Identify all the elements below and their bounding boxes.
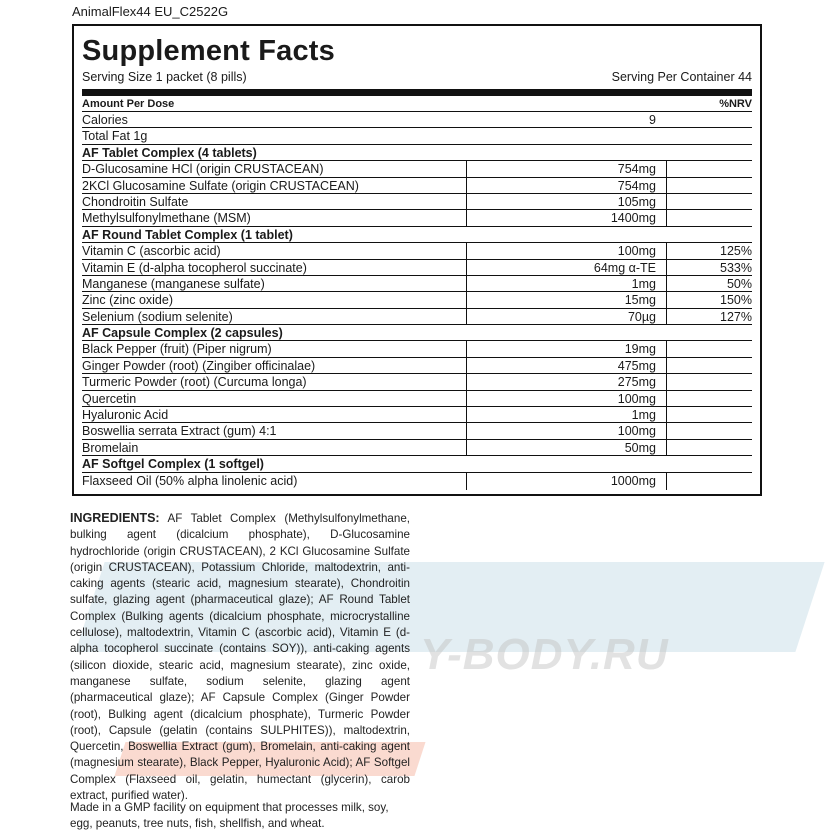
section-row xyxy=(82,227,752,243)
nutrient-amount: 70µg xyxy=(627,309,656,324)
nutrient-name: Turmeric Powder (root) (Curcuma longa) xyxy=(82,375,307,390)
section-heading: AF Capsule Complex (2 capsules) xyxy=(82,326,283,341)
section-heading: AF Tablet Complex (4 tablets) xyxy=(82,145,257,160)
nutrient-name: Chondroitin Sulfate xyxy=(82,194,189,209)
nutrient-row xyxy=(82,358,752,374)
nutrient-amount: 15mg xyxy=(624,293,656,308)
section-row xyxy=(82,145,752,161)
nutrient-row xyxy=(82,243,752,259)
column-divider xyxy=(466,242,467,259)
nutrient-amount: 50mg xyxy=(624,440,656,455)
nutrient-row xyxy=(82,112,752,128)
nutrient-amount: 9 xyxy=(649,113,656,127)
nutrient-row xyxy=(82,407,752,423)
nutrient-name: Zinc (zinc oxide) xyxy=(82,293,173,308)
section-row xyxy=(82,456,752,472)
serving-size: Serving Size 1 packet (8 pills) xyxy=(82,70,247,84)
nutrient-row xyxy=(82,473,752,489)
nutrient-amount: 105mg xyxy=(617,194,656,209)
column-divider xyxy=(666,390,667,407)
serving-info xyxy=(82,70,752,85)
nutrient-row xyxy=(82,374,752,390)
column-divider xyxy=(666,357,667,374)
nutrient-amount: 64mg α-TE xyxy=(593,260,656,275)
nutrient-nrv: 50% xyxy=(726,276,752,291)
nutrient-nrv: 125% xyxy=(720,244,752,259)
thick-divider xyxy=(82,89,752,96)
servings-per-container: Serving Per Container 44 xyxy=(611,70,752,84)
column-divider xyxy=(466,275,467,292)
nutrient-name: Quercetin xyxy=(82,391,137,406)
nutrient-name: Boswellia serrata Extract (gum) 4:1 xyxy=(82,424,277,439)
nutrient-amount: 1000mg xyxy=(610,473,656,488)
nutrient-amount: 275mg xyxy=(617,375,656,390)
nutrient-name: Black Pepper (fruit) (Piper nigrum) xyxy=(82,342,272,357)
nutrient-name: Bromelain xyxy=(82,440,139,455)
column-divider xyxy=(666,472,667,490)
nutrient-row xyxy=(82,128,752,144)
nutrient-row xyxy=(82,309,752,325)
column-divider xyxy=(466,357,467,374)
nutrient-name: Total Fat 1g xyxy=(82,129,148,144)
column-divider xyxy=(666,308,667,325)
column-divider xyxy=(466,291,467,308)
nutrient-amount: 19mg xyxy=(624,342,656,357)
column-divider xyxy=(666,275,667,292)
column-divider xyxy=(666,373,667,390)
nutrient-amount: 754mg xyxy=(617,178,656,193)
column-divider xyxy=(466,472,467,490)
allergen-statement: Made in a GMP facility on equipment that processes milk, soy, egg, peanuts, tree nuts, fish, shellfish, and wheat. xyxy=(70,801,389,831)
nutrient-nrv: 533% xyxy=(720,260,752,275)
section-heading: AF Round Tablet Complex (1 tablet) xyxy=(82,227,293,242)
nutrient-row xyxy=(82,423,752,439)
ingredients-label: INGREDIENTS: xyxy=(70,511,160,525)
watermark-logo: Y-BODY.RU xyxy=(420,630,669,679)
column-divider xyxy=(666,291,667,308)
nutrient-row xyxy=(82,292,752,308)
nrv-label: %NRV xyxy=(719,98,752,110)
column-divider xyxy=(666,242,667,259)
nutrient-row xyxy=(82,178,752,194)
column-divider xyxy=(466,259,467,276)
nutrient-row xyxy=(82,440,752,456)
column-divider xyxy=(466,193,467,210)
nutrient-amount: 1400mg xyxy=(610,211,656,226)
nutrient-row xyxy=(82,210,752,226)
nutrient-amount: 100mg xyxy=(617,244,656,259)
nutrient-row xyxy=(82,391,752,407)
nutrient-name: Flaxseed Oil (50% alpha linolenic acid) xyxy=(82,473,298,488)
nutrient-name: Methylsulfonylmethane (MSM) xyxy=(82,211,251,226)
ingredients-block xyxy=(70,510,410,804)
supplement-facts-panel xyxy=(72,24,762,496)
column-divider xyxy=(466,406,467,423)
column-divider xyxy=(466,209,467,226)
column-divider xyxy=(466,160,467,177)
nutrient-amount: 754mg xyxy=(617,162,656,177)
nutrient-name: Ginger Powder (root) (Zingiber officinalae) xyxy=(82,358,316,373)
nutrient-name: Selenium (sodium selenite) xyxy=(82,309,233,324)
nutrient-name: Manganese (manganese sulfate) xyxy=(82,276,265,291)
amount-per-dose-label: Amount Per Dose xyxy=(82,98,175,110)
column-divider xyxy=(666,160,667,177)
nutrient-name: D-Glucosamine HCl (origin CRUSTACEAN) xyxy=(82,162,324,177)
nutrient-amount: 100mg xyxy=(617,391,656,406)
nutrient-name: Vitamin C (ascorbic acid) xyxy=(82,244,221,259)
amount-header xyxy=(82,96,752,112)
nutrient-name: Calories xyxy=(82,113,128,127)
column-divider xyxy=(466,439,467,456)
column-divider xyxy=(466,422,467,439)
nutrient-name: 2KCl Glucosamine Sulfate (origin CRUSTACEAN) xyxy=(82,178,359,193)
nutrient-amount: 100mg xyxy=(617,424,656,439)
column-divider xyxy=(666,340,667,357)
nutrient-row xyxy=(82,341,752,357)
panel-title: Supplement Facts xyxy=(82,35,335,67)
column-divider xyxy=(666,209,667,226)
ingredients-text: AF Tablet Complex (Methylsulfonylmethane, bulking agent (dicalcium phosphate), D-Glucosamine hydrochloride (origin CRUSTACEAN), 2 KCl Glucosamine Sulfate (origin CRUSTACEAN), Potassium Chloride, maltodextrin, anti-caking agents (stearic acid, magnesium stearate), Chondroitin sulfate, glazing agent (pharmaceutical glaze); AF Round Tablet Complex (Bulking agents (dicalcium phosphate, microcrystalline cellulose), maltodextrin, Vitamin C (ascorbic acid), Vitamin E (d-alpha tocopherol succinate (contains SOY)), anti-caking agents (silicon dioxide, stearic acid, magnesium stearate), zinc oxide, manganese sulfate, sodium selenite, glazing agent (pharmaceutical glaze); AF Capsule Complex (Ginger Powder (root), Bulking agent (dicalcium phosphate), Turmeric Powder (root), Capsule (gelatin (contains SULPHITES)), maltodextrin, Quercetin, Boswellia Extract (gum), Bromelain, anti-caking agent (magnesium stearate), Black Pepper, Hyaluronic Acid); AF Softgel Complex (Flaxseed oil, gelatin, humectant (glycerin), carob extract, purified water). xyxy=(70,512,410,803)
column-divider xyxy=(666,177,667,194)
column-divider xyxy=(666,259,667,276)
column-divider xyxy=(666,406,667,423)
column-divider xyxy=(666,422,667,439)
column-divider xyxy=(666,193,667,210)
nutrient-nrv: 127% xyxy=(720,309,752,324)
nutrient-name: Vitamin E (d-alpha tocopherol succinate) xyxy=(82,260,307,275)
column-divider xyxy=(466,390,467,407)
nutrient-row xyxy=(82,161,752,177)
column-divider xyxy=(466,340,467,357)
column-divider xyxy=(666,439,667,456)
column-divider xyxy=(466,308,467,325)
nutrient-row xyxy=(82,276,752,292)
nutrient-row xyxy=(82,194,752,210)
file-code: AnimalFlex44 EU_C2522G xyxy=(72,4,229,19)
column-divider xyxy=(466,177,467,194)
nutrient-nrv: 150% xyxy=(720,293,752,308)
nutrient-amount: 475mg xyxy=(617,358,656,373)
facts-rows xyxy=(82,112,752,489)
nutrient-row xyxy=(82,260,752,276)
section-heading: AF Softgel Complex (1 softgel) xyxy=(82,457,264,472)
section-row xyxy=(82,325,752,341)
nutrient-amount: 1mg xyxy=(631,408,656,423)
nutrient-amount: 1mg xyxy=(631,276,656,291)
column-divider xyxy=(466,373,467,390)
nutrient-name: Hyaluronic Acid xyxy=(82,408,169,423)
